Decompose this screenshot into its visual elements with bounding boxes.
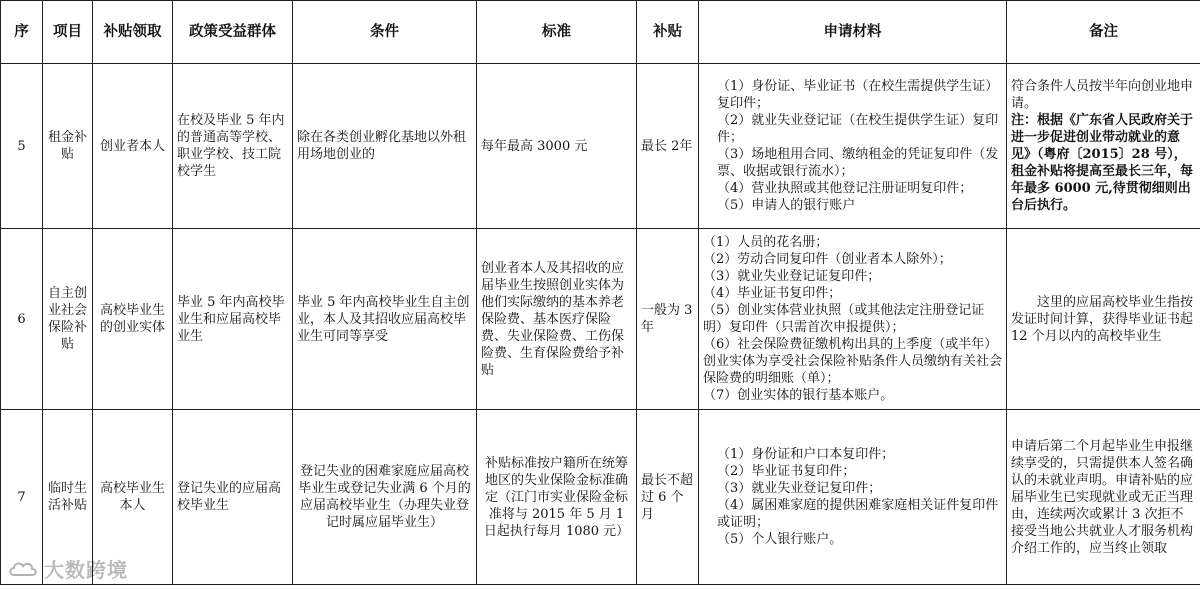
row-remarks bbox=[1007, 229, 1200, 410]
row-recipient: 创业者本人 bbox=[93, 64, 173, 229]
row-standard: 创业者本人及其招收的应届毕业生按照创业实体为他们实际缴纳的基本养老保险费、基本医疗保险费、失业保险费、工伤保险费、生育保险费给予补贴 bbox=[477, 229, 637, 410]
material-item: （2）毕业证书复印件； bbox=[717, 464, 856, 479]
material-item: （3）场地租用合同、缴纳租金的凭证复印件（发票、收据或银行流水）； bbox=[717, 147, 999, 179]
material-item: （2）就业失业登记证（在校生提供学生证）复印件； bbox=[717, 113, 999, 145]
header-materials: 申请材料 bbox=[699, 1, 1007, 64]
header-row bbox=[1, 1, 1200, 64]
remarks-text: 这里的应届高校毕业生指按发证时间计算，获得毕业证书起 12 个月以内的高校毕业生 bbox=[1011, 294, 1194, 344]
row-item: 自主创业社会保险补贴 bbox=[43, 229, 93, 410]
row-materials bbox=[699, 64, 1007, 229]
row-materials bbox=[699, 229, 1007, 410]
row-condition: 除在各类创业孵化基地以外租用场地创业的 bbox=[293, 64, 477, 229]
row-group: 毕业 5 年内高校毕业生和应届高校毕业生 bbox=[173, 229, 293, 410]
row-condition: 登记失业的困难家庭应届高校毕业生或登记失业满 6 个月的应届高校毕业生（办理失业登记时属应届毕业生） bbox=[293, 410, 477, 585]
cloud-logo-icon bbox=[8, 559, 38, 579]
material-item: （1）人员的花名册； bbox=[703, 235, 829, 250]
header-subsidy: 补贴 bbox=[637, 1, 699, 64]
material-item: （1）身份证和户口本复印件； bbox=[717, 447, 895, 462]
row-no: 5 bbox=[1, 64, 43, 229]
row-no: 6 bbox=[1, 229, 43, 410]
row-duration: 一般为 3年 bbox=[637, 229, 699, 410]
row-group: 登记失业的应届高校毕业生 bbox=[173, 410, 293, 585]
material-item: （6）社会保险费征缴机构出具的上季度（或半年）创业实体为享受社会保险补贴条件人员缴纳有关社会保险费的明细账（单）； bbox=[703, 337, 1003, 386]
material-item: （4）属困难家庭的提供困难家庭相关证件复印件或证明； bbox=[717, 498, 999, 530]
row-remarks bbox=[1007, 410, 1200, 585]
row-group: 在校及毕业 5 年内的普通高等学校、职业学校、技工院校学生 bbox=[173, 64, 293, 229]
watermark bbox=[8, 554, 128, 583]
material-item: （5）创业实体营业执照（或其他法定注册登记证明）复印件（只需首次申报提供）； bbox=[703, 303, 985, 335]
row-standard: 补贴标准按户籍所在统筹地区的失业保险金标准确定（江门市实业保险金标准将与 2015 年 5 月 1 日起执行每月 1080 元） bbox=[477, 410, 637, 585]
row-materials bbox=[699, 410, 1007, 585]
header-standard: 标准 bbox=[477, 1, 637, 64]
header-item: 项目 bbox=[43, 1, 93, 64]
row-item: 租金补贴 bbox=[43, 64, 93, 229]
header-recipient: 补贴领取 bbox=[93, 1, 173, 64]
table-row bbox=[1, 229, 1200, 410]
row-recipient: 高校毕业生的创业实体 bbox=[93, 229, 173, 410]
material-item: （5）申请人的银行账户 bbox=[717, 198, 856, 213]
row-duration: 最长不超过 6 个月 bbox=[637, 410, 699, 585]
row-no: 7 bbox=[1, 410, 43, 585]
material-item: （5）个人银行账户。 bbox=[717, 532, 843, 547]
material-item: （1）身份证、毕业证书（在校生需提供学生证）复印件； bbox=[717, 79, 999, 111]
remarks-text: 符合条件人员按半年向创业地申请。 bbox=[1011, 79, 1194, 111]
remarks-text: 申请后第二个月起毕业生申报继续享受的，只需提供本人签名确认的未就业声明。申请补贴的应届毕业生已实现就业或无正当理由，连续两次或累计 3 次拒不接受当地公共就业人才服务机构介绍工作的，应当终止领取 bbox=[1011, 438, 1194, 556]
material-item: （2）劳动合同复印件（创业者本人除外）； bbox=[703, 252, 952, 267]
material-item: （4）营业执照或其他登记注册证明复印件； bbox=[717, 181, 973, 196]
material-item: （4）毕业证书复印件； bbox=[703, 286, 842, 301]
table-row bbox=[1, 64, 1200, 229]
table-row bbox=[1, 410, 1200, 585]
material-item: （3）就业失业登记证复印件； bbox=[703, 269, 881, 284]
row-item: 临时生活补贴 bbox=[43, 410, 93, 585]
row-recipient: 高校毕业生本人 bbox=[93, 410, 173, 585]
row-duration: 最长 2年 bbox=[637, 64, 699, 229]
header-no: 序 bbox=[1, 1, 43, 64]
header-group: 政策受益群体 bbox=[173, 1, 293, 64]
remarks-note: 注：根据《广东省人民政府关于进一步促进创业带动就业的意见》（粤府〔2015〕28 号），租金补贴将提高至最长三年，每年最多 6000 元,待贯彻细则出台后执行。 bbox=[1011, 113, 1194, 213]
row-standard: 每年最高 3000 元 bbox=[477, 64, 637, 229]
watermark-text: 大数跨境 bbox=[44, 558, 128, 582]
material-item: （7）创业实体的银行基本账户。 bbox=[703, 388, 894, 403]
header-condition: 条件 bbox=[293, 1, 477, 64]
row-remarks bbox=[1007, 64, 1200, 229]
row-condition: 毕业 5 年内高校毕业生自主创业，本人及其招收应届高校毕业生可同等享受 bbox=[293, 229, 477, 410]
header-remarks: 备注 bbox=[1007, 1, 1200, 64]
material-item: （3）就业失业登记复印件； bbox=[717, 481, 882, 496]
